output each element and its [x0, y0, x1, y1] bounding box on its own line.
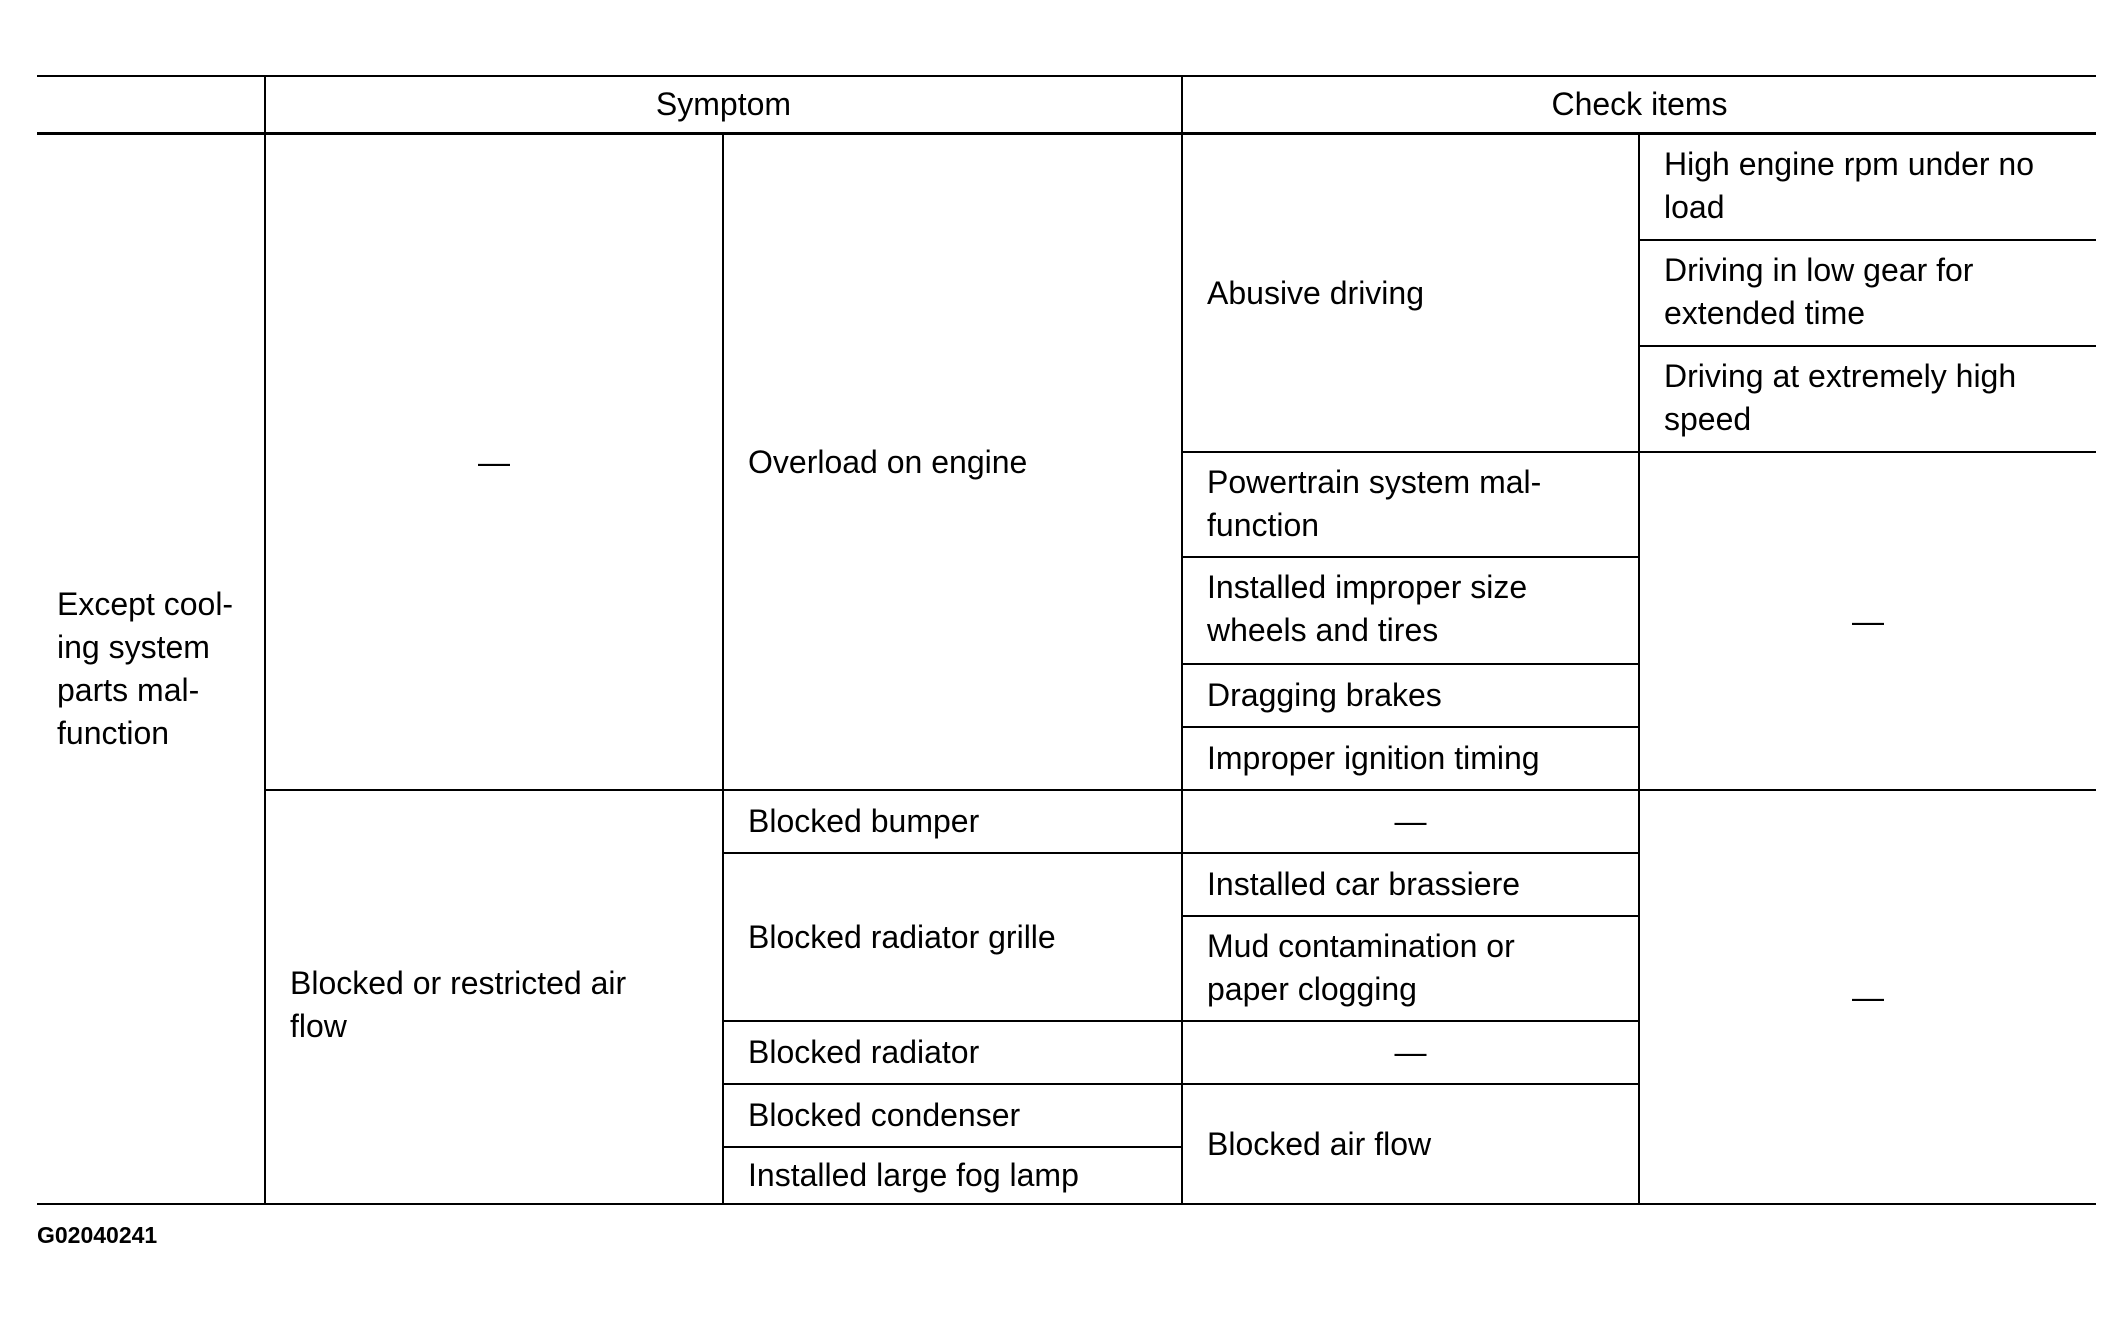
group1-symptom: Overload on engine [748, 443, 1028, 480]
row-blocked-bumper-dash: — [1394, 803, 1427, 839]
check-item-ignition-timing: Improper ignition timing [1207, 740, 1540, 776]
check-item-blocked-air-flow: Blocked air flow [1207, 1125, 1432, 1162]
figure-code: G02040241 [37, 1222, 158, 1248]
group2-sub-dash: — [1852, 978, 1884, 1015]
header-check-items: Check items [1551, 86, 1728, 122]
check-item-car-brassiere: Installed car brassiere [1207, 866, 1521, 902]
row-blocked-radiator-dash: — [1394, 1034, 1427, 1070]
table-bottom-border [37, 1203, 2096, 1205]
check-item-dragging-brakes: Dragging brakes [1207, 677, 1442, 713]
check-item-low-gear: Driving in low gear for extended time [1664, 252, 1974, 331]
group1-sub-dash: — [1852, 602, 1884, 639]
check-item-high-rpm: High engine rpm under no load [1664, 146, 2035, 225]
header-symptom: Symptom [655, 86, 792, 122]
row-blocked-radiator-grille: Blocked radiator grille [748, 918, 1056, 955]
row-blocked-condenser: Blocked condenser [748, 1097, 1021, 1133]
check-item-high-speed: Driving at extremely high speed [1664, 358, 2017, 437]
group2-symptom: Blocked or restricted air flow [290, 965, 627, 1044]
check-item-powertrain: Powertrain system mal- function [1207, 464, 1542, 543]
abusive-driving-label: Abusive driving [1207, 274, 1424, 311]
row-installed-fog-lamp: Installed large fog lamp [748, 1157, 1079, 1193]
check-item-mud-contamination: Mud contamination or paper clogging [1207, 928, 1515, 1007]
row-blocked-radiator: Blocked radiator [748, 1034, 980, 1070]
check-item-wheels-tires: Installed improper size wheels and tires [1207, 569, 1528, 648]
row-blocked-bumper: Blocked bumper [748, 803, 980, 839]
category-label: Except cool- ing system parts mal- function [57, 586, 234, 751]
group1-dash: — [478, 443, 510, 480]
